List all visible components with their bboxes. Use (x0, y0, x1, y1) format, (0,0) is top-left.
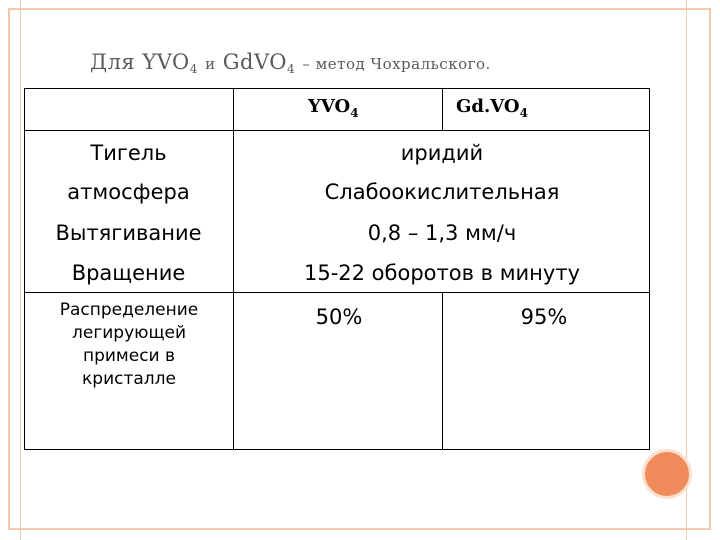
header-gdvo-subscript: 4 (519, 106, 528, 120)
header-column-separator (442, 88, 443, 130)
title-suffix: – метод Чохральского. (302, 55, 491, 73)
table-border-top (24, 88, 650, 89)
parameters-table (24, 88, 650, 450)
row-value-dopant-gdvo: 95% (520, 305, 568, 329)
header-gdvo-text: Gd.VO (456, 96, 520, 117)
title-yvo: YVO (142, 50, 190, 74)
title-prefix: Для (90, 50, 136, 74)
row-value-crucible: иридий (400, 141, 484, 165)
header-yvo (308, 96, 359, 120)
last-row-column-separator (442, 292, 443, 450)
row-value-atmosphere: Слабоокислительная (324, 180, 560, 204)
header-yvo-text: YVO (308, 96, 351, 117)
slide-title (90, 50, 650, 76)
title-yvo-subscript: 4 (189, 62, 198, 76)
row-label-rotation: Вращение (71, 261, 186, 285)
row-value-rotation: 15-22 оборотов в минуту (303, 261, 580, 285)
header-yvo-subscript: 4 (350, 106, 359, 120)
row-value-pulling: 0,8 – 1,3 мм/ч (367, 221, 517, 245)
table-border-bottom (24, 449, 650, 450)
row-label-atmosphere: атмосфера (67, 180, 190, 204)
decorative-circle (642, 449, 692, 499)
header-separator (24, 130, 650, 131)
row-label-crucible: Тигель (90, 141, 167, 165)
row-label-dopant-distribution: Распределение легирующей примеси в кристалле (59, 300, 199, 389)
header-gdvo (456, 96, 528, 120)
title-gdvo-subscript: 4 (287, 62, 296, 76)
title-gdvo: VO (253, 50, 287, 74)
last-row-separator (24, 292, 650, 293)
row-value-dopant-yvo: 50% (315, 305, 363, 329)
title-and: и (205, 55, 216, 73)
row-label-pulling: Вытягивание (55, 221, 202, 245)
title-gd: Gd (222, 50, 254, 74)
